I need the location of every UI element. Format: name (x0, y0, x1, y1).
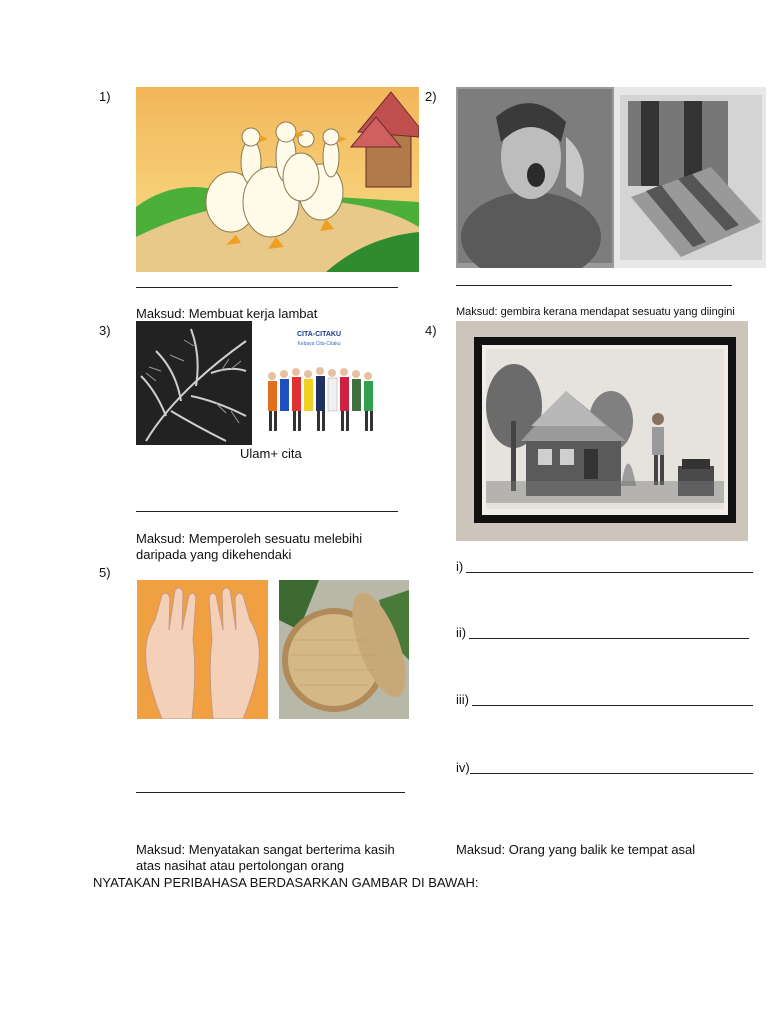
answer-line-2 (456, 285, 732, 286)
maksud-5-line1: Maksud: Menyatakan sangat berterima kasih (136, 842, 395, 857)
answer-line-4iii (472, 705, 753, 706)
answer-label-iv: iv) (456, 760, 470, 775)
question-number-4: 4) (425, 323, 437, 338)
village-house-image (456, 321, 748, 541)
instruction: NYATAKAN PERIBAHASA BERDASARKAN GAMBAR DI BAWAH: (93, 875, 479, 890)
answer-label-iii: iii) (456, 692, 469, 707)
maksud-4: Maksud: Orang yang balik ke tempat asal (456, 842, 696, 857)
maksud-3-line1: Maksud: Memperoleh sesuatu melebihi (136, 531, 363, 546)
poster-title: CITA-CITAKU (296, 331, 342, 338)
answer-line-4i (466, 572, 753, 573)
cita-citaku-poster (260, 331, 378, 437)
ulam-plant-image (136, 321, 252, 445)
ducks-illustration (136, 87, 419, 272)
yawning-pillow-image (456, 87, 766, 268)
question-number-2: 2) (425, 89, 437, 104)
answer-label-i: i) (456, 559, 464, 574)
maksud-3-line2: daripada yang dikehendaki (136, 547, 292, 562)
answer-label-ii: ii) (456, 625, 467, 640)
caption-3: Ulam+ cita (240, 446, 302, 461)
woven-tray-image (279, 580, 409, 719)
open-hands-image (137, 580, 268, 719)
poster-subtitle: Kebaya Cita-Citaku (297, 341, 341, 347)
answer-line-5 (136, 792, 405, 793)
answer-line-1 (136, 287, 398, 288)
answer-line-3 (136, 511, 398, 512)
question-number-1: 1) (99, 89, 111, 104)
answer-line-4ii (469, 638, 749, 639)
maksud-2: Maksud: gembira kerana mendapat sesuatu yang diingini (456, 306, 735, 318)
maksud-5-line2: atas nasihat atau pertolongan orang (136, 858, 345, 873)
question-number-5: 5) (99, 565, 111, 580)
question-number-3: 3) (99, 323, 111, 338)
maksud-1: Maksud: Membuat kerja lambat (136, 306, 318, 321)
answer-line-4iv (470, 773, 753, 774)
